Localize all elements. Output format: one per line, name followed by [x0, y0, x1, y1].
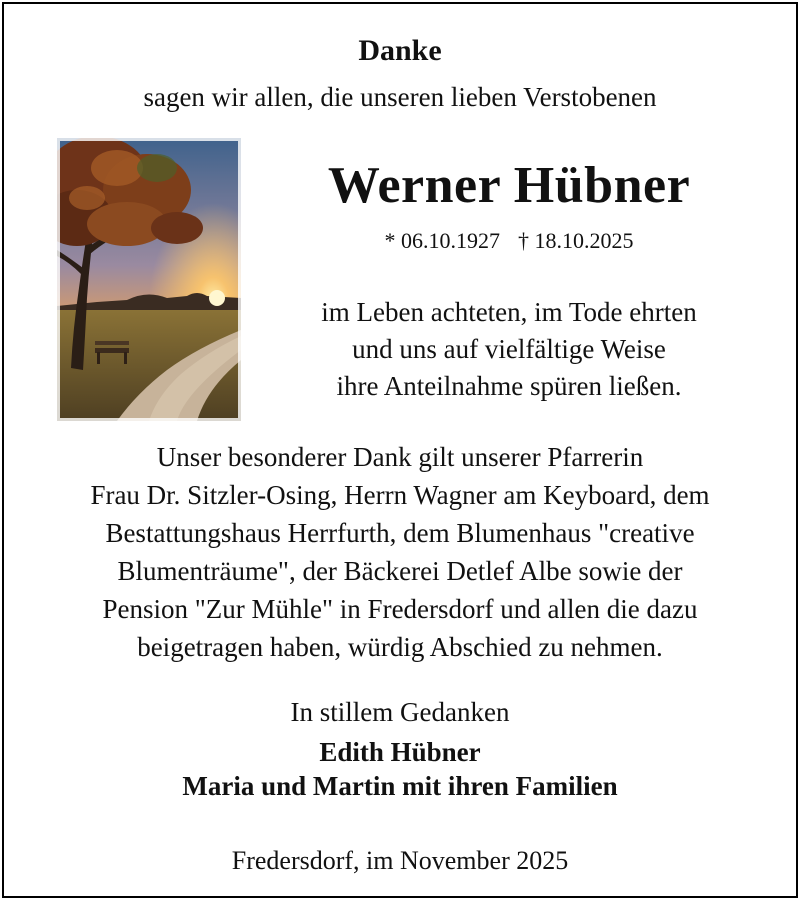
sunset-tree-image: [57, 138, 241, 421]
thanks-line: Blumenträume", der Bäckerei Detlef Albe sowie der: [117, 556, 683, 586]
death-date: † 18.10.2025: [518, 228, 634, 253]
thanks-line: Pension "Zur Mühle" in Fredersdorf und allen die dazu: [102, 594, 698, 624]
place-date: Fredersdorf, im November 2025: [231, 846, 569, 875]
tribute-line: ihre Anteilnahme spüren ließen.: [336, 371, 682, 401]
intro-text: sagen wir allen, die unseren lieben Verstobenen: [143, 82, 657, 112]
thanks-line: Frau Dr. Sitzler-Osing, Herrn Wagner am Keyboard, dem: [90, 480, 710, 510]
memorial-photo: [57, 138, 241, 421]
signer-name: Maria und Martin mit ihren Familien: [182, 771, 618, 801]
tribute-line: und uns auf vielfältige Weise: [352, 334, 666, 364]
thanks-paragraph: [4, 438, 796, 666]
deceased-name: Werner Hübner: [327, 157, 691, 214]
signer-name: Edith Hübner: [319, 737, 481, 767]
tribute-text: [254, 294, 764, 405]
signoff-text: In stillem Gedanken: [290, 697, 510, 727]
birth-date: * 06.10.1927: [384, 228, 500, 253]
obituary-notice: [2, 2, 798, 898]
tribute-line: im Leben achteten, im Tode ehrten: [321, 297, 697, 327]
heading: Danke: [358, 34, 442, 67]
thanks-line: beigetragen haben, würdig Abschied zu nehmen.: [137, 632, 663, 662]
thanks-line: Bestattungshaus Herrfurth, dem Blumenhaus "creative: [105, 518, 695, 548]
life-dates: [254, 228, 764, 254]
thanks-line: Unser besonderer Dank gilt unserer Pfarrerin: [156, 442, 644, 472]
